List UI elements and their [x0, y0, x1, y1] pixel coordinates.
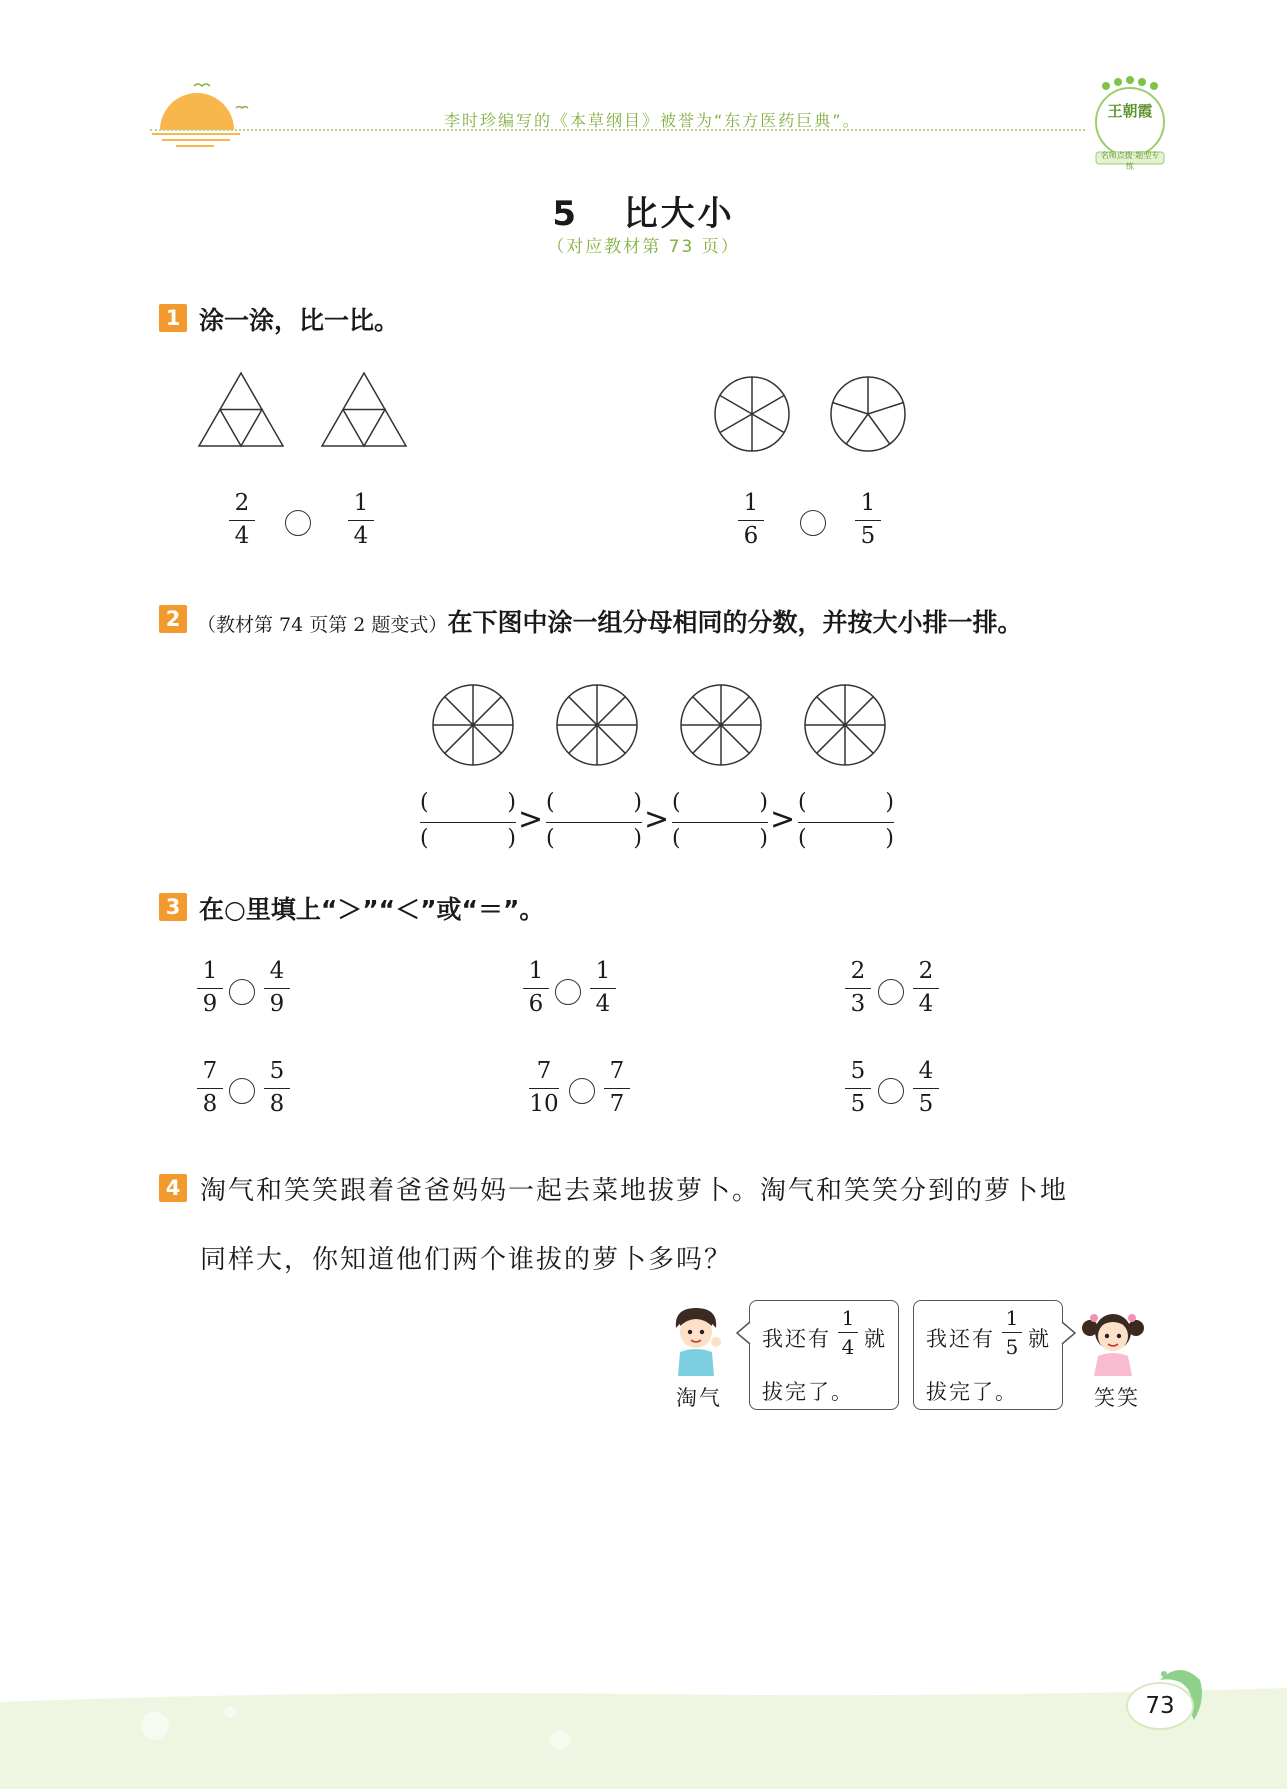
- boy-character-icon: [668, 1304, 724, 1378]
- fraction: 1 6: [521, 960, 551, 1018]
- girl-character-icon: [1080, 1304, 1146, 1378]
- compare-circle[interactable]: [878, 1078, 904, 1104]
- circle-eighths-figure[interactable]: [802, 682, 888, 768]
- sunset-decoration: [150, 78, 260, 150]
- fraction: 7 7: [602, 1060, 632, 1118]
- fraction: 5 5: [843, 1060, 873, 1118]
- page-subtitle: （对应教材第 73 页）: [547, 237, 740, 257]
- page-number: 73: [1126, 1682, 1194, 1730]
- bubble-text: 我还有: [926, 1327, 995, 1351]
- question-text-line: 淘气和笑笑跟着爸爸妈妈一起去菜地拔萝卜。淘气和笑笑分到的萝卜地: [200, 1176, 1069, 1206]
- question-text-line: 同样大，你知道他们两个谁拔的萝卜多吗？: [200, 1245, 733, 1275]
- question-instruction: 在下图中涂一组分母相同的分数，并按大小排一排。: [447, 608, 1023, 637]
- bubble-text: 拔完了。: [926, 1380, 1018, 1404]
- logo-subtext: 名师点拨·题型专练: [1100, 151, 1160, 171]
- fraction: 2 4: [911, 960, 941, 1018]
- compare-circle[interactable]: [285, 510, 311, 536]
- greater-than-sign: >: [770, 802, 796, 837]
- speech-bubble-tail: [1061, 1320, 1077, 1346]
- compare-circle[interactable]: [569, 1078, 595, 1104]
- character-name: 淘气: [676, 1386, 722, 1410]
- bubble-text: 拔完了。: [762, 1380, 854, 1404]
- page-title: 5 比大小: [552, 194, 735, 234]
- compare-circle[interactable]: [878, 979, 904, 1005]
- greater-than-sign: >: [644, 802, 670, 837]
- compare-circle[interactable]: [229, 1078, 255, 1104]
- circle-eighths-figure[interactable]: [554, 682, 640, 768]
- question-number: 3: [159, 893, 187, 921]
- question-number: 2: [159, 605, 187, 633]
- fraction: 7 8: [195, 1060, 225, 1118]
- fraction: 1 4: [346, 492, 376, 550]
- question-source-note: （教材第 74 页第 2 题变式）: [197, 614, 448, 636]
- question-number: 1: [159, 304, 187, 332]
- fraction: 2 3: [843, 960, 873, 1018]
- fraction: 1 9: [195, 960, 225, 1018]
- fraction: 1 5: [853, 492, 883, 550]
- fraction: 2 4: [227, 492, 257, 550]
- logo-text: 王朝霞: [1107, 102, 1153, 120]
- header-dotted-line: [150, 129, 1085, 131]
- question-text: 在○里填上“＞”“＜”或“＝”。: [199, 895, 545, 924]
- compare-circle[interactable]: [229, 979, 255, 1005]
- circle-sixths-figure[interactable]: [712, 374, 792, 454]
- footer-background: [0, 1680, 1287, 1789]
- circle-eighths-figure[interactable]: [430, 682, 516, 768]
- character-name: 笑笑: [1094, 1386, 1140, 1410]
- fraction: 4 5: [911, 1060, 941, 1118]
- compare-circle[interactable]: [555, 979, 581, 1005]
- speech-bubble-tail: [735, 1320, 751, 1346]
- fraction: 5 8: [262, 1060, 292, 1118]
- circle-eighths-figure[interactable]: [678, 682, 764, 768]
- question-text: [197, 603, 1022, 639]
- bubble-text: 就: [864, 1327, 887, 1351]
- bubble-text: 我还有: [762, 1327, 831, 1351]
- header-quote: 李时珍编写的《本草纲目》被誉为“东方医药巨典”。: [444, 111, 861, 130]
- greater-than-sign: >: [518, 802, 544, 837]
- triangle-figure[interactable]: [196, 370, 286, 450]
- question-number: 4: [159, 1174, 187, 1202]
- fraction: 1 6: [736, 492, 766, 550]
- fraction: 1 5: [1000, 1308, 1024, 1358]
- fraction: 1 4: [836, 1308, 860, 1358]
- circle-fifths-figure[interactable]: [828, 374, 908, 454]
- bubble-text: 就: [1028, 1327, 1051, 1351]
- compare-circle[interactable]: [800, 510, 826, 536]
- fraction: 1 4: [588, 960, 618, 1018]
- fraction: 4 9: [262, 960, 292, 1018]
- triangle-figure[interactable]: [319, 370, 409, 450]
- question-text: 涂一涂，比一比。: [199, 306, 400, 335]
- fraction: 7 10: [529, 1058, 559, 1117]
